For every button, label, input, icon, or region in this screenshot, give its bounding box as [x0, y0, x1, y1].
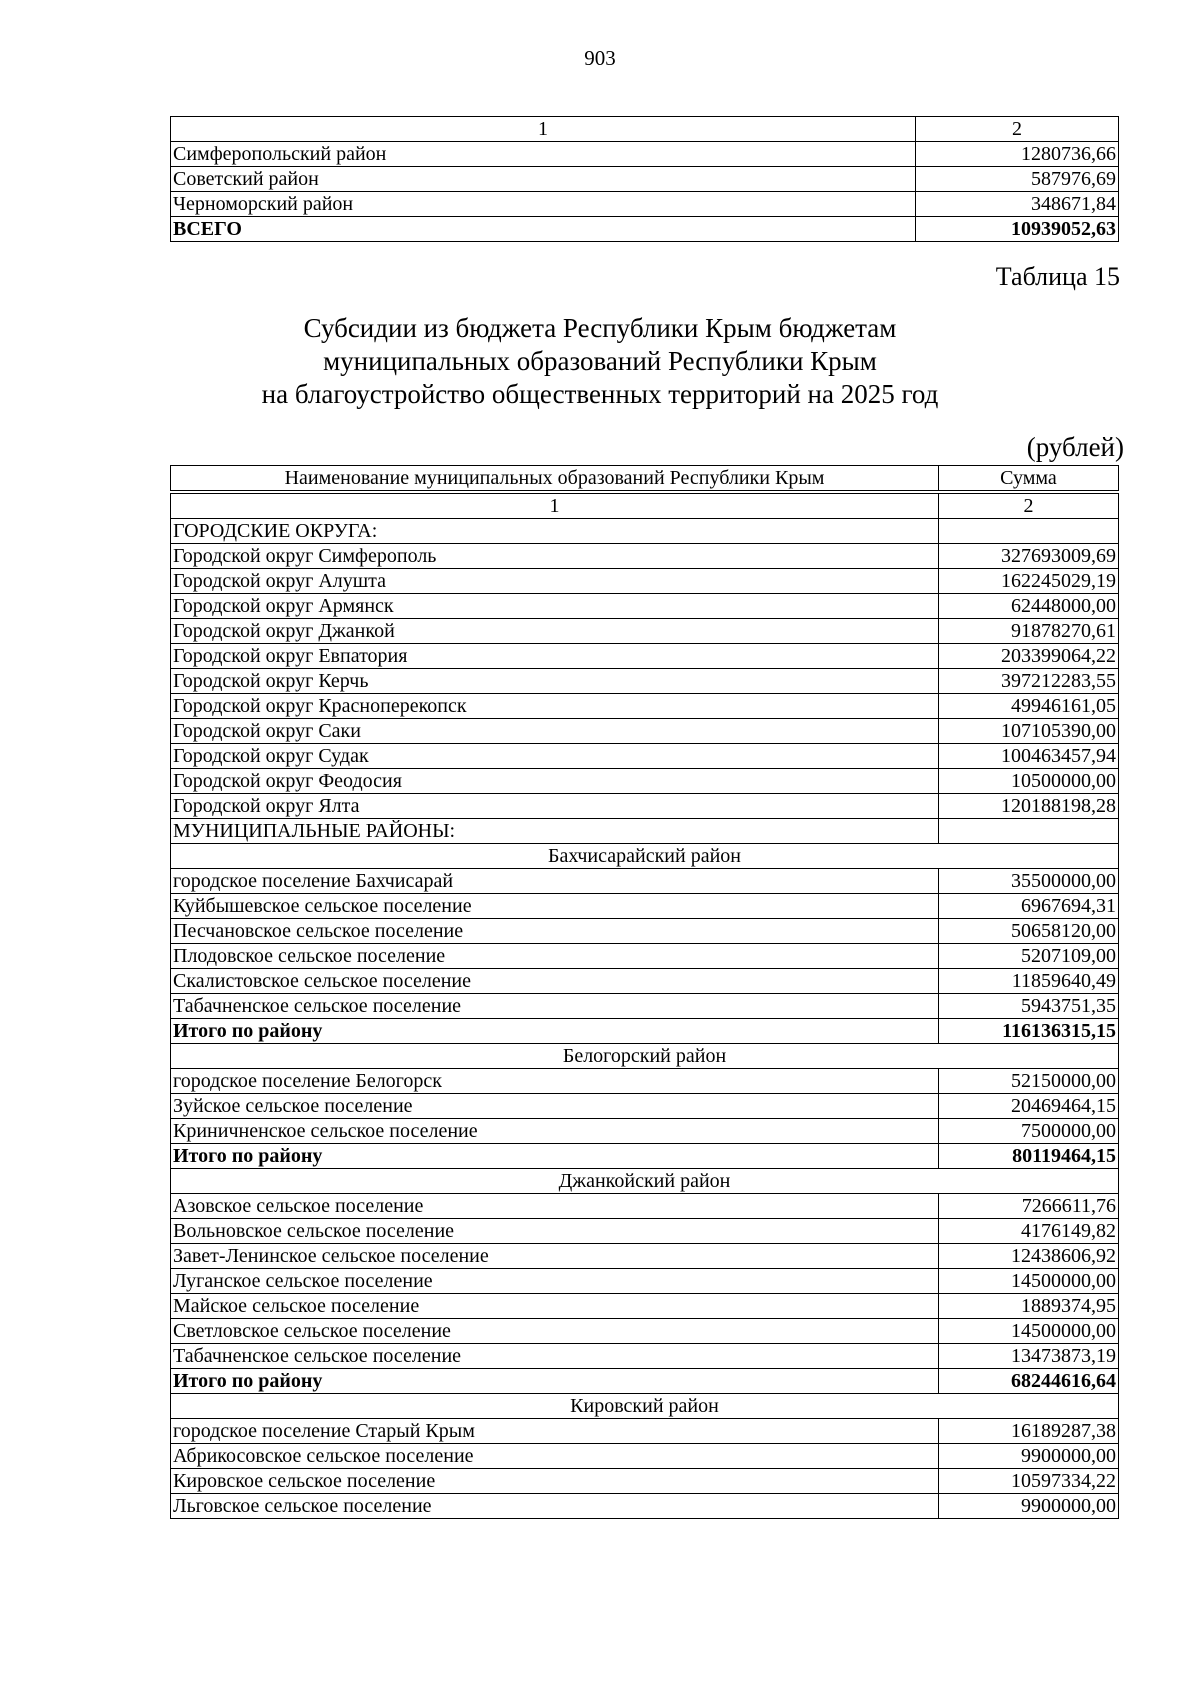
row-value: 9900000,00: [939, 1494, 1119, 1519]
row-name: Луганское сельское поселение: [171, 1269, 939, 1294]
column-number-row: [171, 117, 1119, 142]
table-row: [171, 1494, 1119, 1519]
row-value: 14500000,00: [939, 1269, 1119, 1294]
main-table-header: [170, 465, 1119, 491]
row-value: [939, 519, 1119, 544]
main-table: [170, 493, 1119, 1519]
total-value: 68244616,64: [939, 1369, 1119, 1394]
table-row: [171, 1294, 1119, 1319]
total-value: 80119464,15: [939, 1144, 1119, 1169]
table-row: [171, 142, 1119, 167]
row-value: 12438606,92: [939, 1244, 1119, 1269]
row-value: 5943751,35: [939, 994, 1119, 1019]
table-row: [171, 1194, 1119, 1219]
row-name: Песчановское сельское поселение: [171, 919, 939, 944]
district-name: Джанкойский район: [171, 1169, 1119, 1194]
row-value: 10500000,00: [939, 769, 1119, 794]
row-value: 49946161,05: [939, 694, 1119, 719]
main-table-body: [171, 494, 1119, 1519]
row-value: 348671,84: [916, 192, 1119, 217]
total-label: Итого по району: [171, 1369, 939, 1394]
table-row: [171, 1119, 1119, 1144]
section-name: ГОРОДСКИЕ ОКРУГА:: [171, 519, 939, 544]
row-name: Вольновское сельское поселение: [171, 1219, 939, 1244]
row-value: 6967694,31: [939, 894, 1119, 919]
row-name: Городской округ Керчь: [171, 669, 939, 694]
units-label: (рублей): [1026, 432, 1124, 462]
row-name: Городской округ Армянск: [171, 594, 939, 619]
row-name: Городской округ Саки: [171, 719, 939, 744]
row-name: Табачненское сельское поселение: [171, 1344, 939, 1369]
row-value: 20469464,15: [939, 1094, 1119, 1119]
row-value: 13473873,19: [939, 1344, 1119, 1369]
column-header-sum: Сумма: [939, 466, 1119, 491]
table-row: [171, 744, 1119, 769]
table-row: [171, 869, 1119, 894]
row-value: 50658120,00: [939, 919, 1119, 944]
table-row: [171, 669, 1119, 694]
row-name: Симферопольский район: [171, 142, 916, 167]
row-value: 10597334,22: [939, 1469, 1119, 1494]
table-row: [171, 569, 1119, 594]
table-row: [171, 694, 1119, 719]
row-value: 52150000,00: [939, 1069, 1119, 1094]
page-number: 903: [584, 46, 616, 70]
row-name: Кировское сельское поселение: [171, 1469, 939, 1494]
district-header-row: [171, 844, 1119, 869]
table-row: [171, 1069, 1119, 1094]
row-name: Льговское сельское поселение: [171, 1494, 939, 1519]
section-row: [171, 519, 1119, 544]
row-value: 11859640,49: [939, 969, 1119, 994]
section-row: [171, 819, 1119, 844]
table-row: [171, 969, 1119, 994]
row-value: 35500000,00: [939, 869, 1119, 894]
row-value: 100463457,94: [939, 744, 1119, 769]
district-header-row: [171, 1044, 1119, 1069]
row-value: 397212283,55: [939, 669, 1119, 694]
row-name: Майское сельское поселение: [171, 1294, 939, 1319]
column-number-row: [171, 494, 1119, 519]
row-name: Советский район: [171, 167, 916, 192]
title-line: Субсидии из бюджета Республики Крым бюджетам: [303, 313, 897, 343]
total-label: Итого по району: [171, 1144, 939, 1169]
row-name: Городской округ Судак: [171, 744, 939, 769]
table-row: [171, 1469, 1119, 1494]
district-name: Бахчисарайский район: [171, 844, 1119, 869]
table-row: [171, 1219, 1119, 1244]
row-value: 162245029,19: [939, 569, 1119, 594]
row-name: Абрикосовское сельское поселение: [171, 1444, 939, 1469]
table-row: [171, 794, 1119, 819]
table-label: Таблица 15: [995, 262, 1120, 291]
table-row: [171, 192, 1119, 217]
table-row: [171, 167, 1119, 192]
row-name: городское поселение Бахчисарай: [171, 869, 939, 894]
table-row: [171, 719, 1119, 744]
row-value: 62448000,00: [939, 594, 1119, 619]
table-row: [171, 1444, 1119, 1469]
column-number: 1: [171, 494, 939, 519]
row-name: Городской округ Ялта: [171, 794, 939, 819]
row-name: Табачненское сельское поселение: [171, 994, 939, 1019]
total-value: 116136315,15: [939, 1019, 1119, 1044]
row-name: Черноморский район: [171, 192, 916, 217]
row-name: Городской округ Джанкой: [171, 619, 939, 644]
row-value: 7266611,76: [939, 1194, 1119, 1219]
row-value: 91878270,61: [939, 619, 1119, 644]
district-name: Белогорский район: [171, 1044, 1119, 1069]
row-name: городское поселение Белогорск: [171, 1069, 939, 1094]
table-row: [171, 1244, 1119, 1269]
column-number: 2: [916, 117, 1119, 142]
table-row: [171, 944, 1119, 969]
row-value: 9900000,00: [939, 1444, 1119, 1469]
column-header-row: [171, 466, 1119, 491]
total-row: [171, 217, 1119, 242]
total-row: [171, 1019, 1119, 1044]
table-row: [171, 619, 1119, 644]
column-number: 2: [939, 494, 1119, 519]
row-name: Светловское сельское поселение: [171, 1319, 939, 1344]
table-row: [171, 1319, 1119, 1344]
section-name: МУНИЦИПАЛЬНЫЕ РАЙОНЫ:: [171, 819, 939, 844]
row-value: 4176149,82: [939, 1219, 1119, 1244]
total-label: ВСЕГО: [171, 217, 916, 242]
row-value: 5207109,00: [939, 944, 1119, 969]
row-value: 7500000,00: [939, 1119, 1119, 1144]
row-name: Плодовское сельское поселение: [171, 944, 939, 969]
total-label: Итого по району: [171, 1019, 939, 1044]
row-value: 1280736,66: [916, 142, 1119, 167]
row-value: 1889374,95: [939, 1294, 1119, 1319]
total-row: [171, 1369, 1119, 1394]
total-row: [171, 1144, 1119, 1169]
row-name: Азовское сельское поселение: [171, 1194, 939, 1219]
title-line: муниципальных образований Республики Крым: [323, 346, 877, 376]
row-value: 587976,69: [916, 167, 1119, 192]
district-header-row: [171, 1394, 1119, 1419]
row-name: городское поселение Старый Крым: [171, 1419, 939, 1444]
district-name: Кировский район: [171, 1394, 1119, 1419]
row-value: 14500000,00: [939, 1319, 1119, 1344]
row-value: 327693009,69: [939, 544, 1119, 569]
row-value: [939, 819, 1119, 844]
continuation-table: [170, 116, 1119, 242]
table-row: [171, 644, 1119, 669]
row-name: Городской округ Красноперекопск: [171, 694, 939, 719]
row-name: Городской округ Симферополь: [171, 544, 939, 569]
row-name: Городской округ Феодосия: [171, 769, 939, 794]
column-number: 1: [171, 117, 916, 142]
table-row: [171, 919, 1119, 944]
row-name: Завет-Ленинское сельское поселение: [171, 1244, 939, 1269]
row-name: Криничненское сельское поселение: [171, 1119, 939, 1144]
table-row: [171, 1419, 1119, 1444]
row-name: Куйбышевское сельское поселение: [171, 894, 939, 919]
table-row: [171, 1344, 1119, 1369]
district-header-row: [171, 1169, 1119, 1194]
table-row: [171, 544, 1119, 569]
row-name: Городской округ Евпатория: [171, 644, 939, 669]
row-value: 16189287,38: [939, 1419, 1119, 1444]
table-row: [171, 769, 1119, 794]
table-row: [171, 594, 1119, 619]
row-value: 120188198,28: [939, 794, 1119, 819]
table-title: [0, 312, 1200, 411]
total-value: 10939052,63: [916, 217, 1119, 242]
column-header-name: Наименование муниципальных образований Республики Крым: [171, 466, 939, 491]
row-name: Городской округ Алушта: [171, 569, 939, 594]
table-row: [171, 894, 1119, 919]
title-line: на благоустройство общественных территорий на 2025 год: [261, 379, 939, 409]
row-value: 107105390,00: [939, 719, 1119, 744]
table-row: [171, 1269, 1119, 1294]
row-name: Скалистовское сельское поселение: [171, 969, 939, 994]
table-row: [171, 1094, 1119, 1119]
row-name: Зуйское сельское поселение: [171, 1094, 939, 1119]
table-row: [171, 994, 1119, 1019]
row-value: 203399064,22: [939, 644, 1119, 669]
